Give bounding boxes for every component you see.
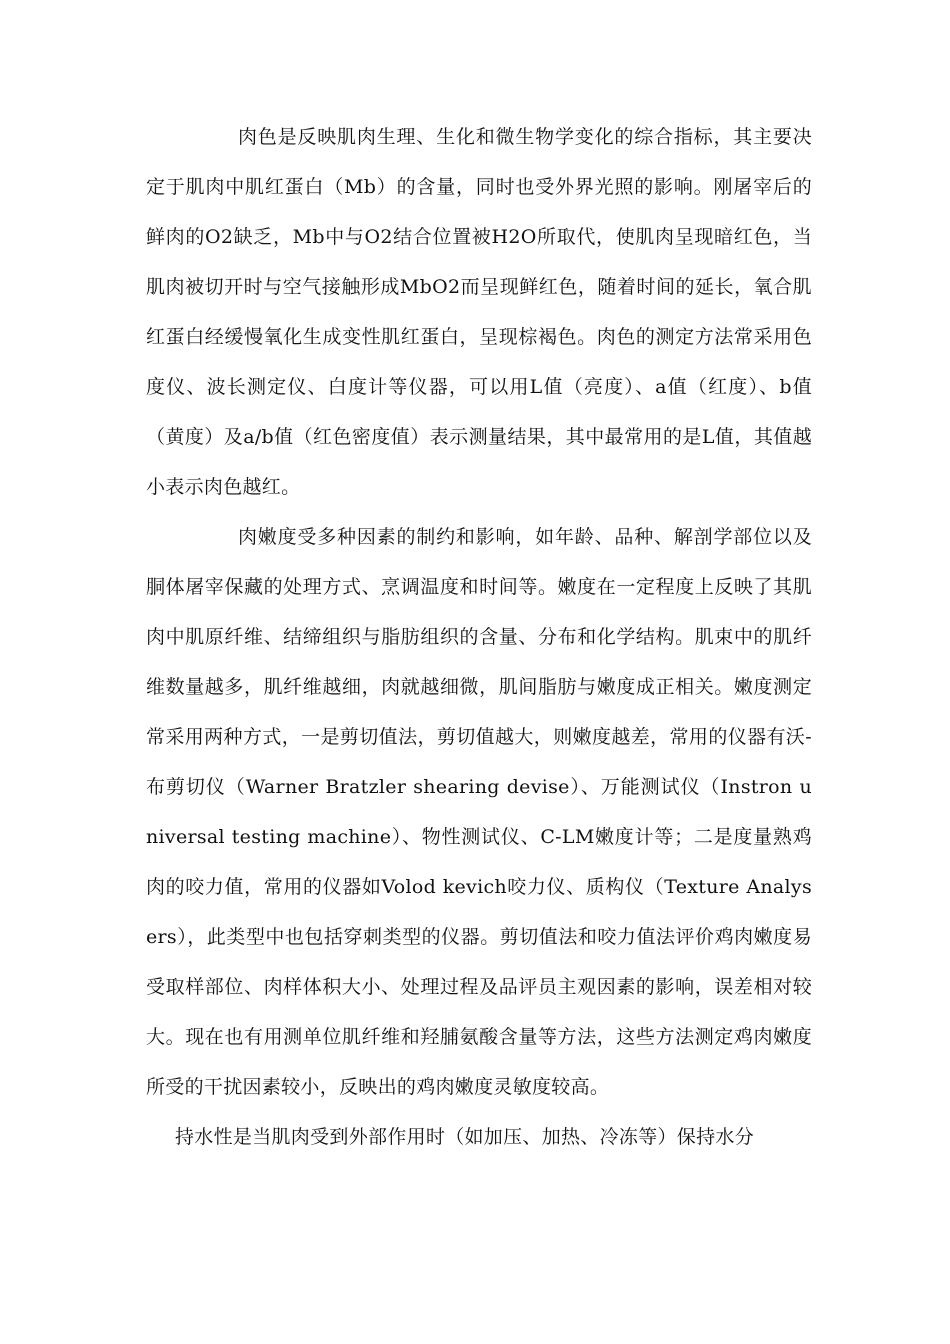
paragraph-water-holding: 持水性是当肌肉受到外部作用时（如加压、加热、冷冻等）保持水分 [175,1126,755,1148]
paragraph-meat-color: 肉色是反映肌肉生理、生化和微生物学变化的综合指标，其主要决定于肌肉中肌红蛋白（Mb）的含量，同时也受外界光照的影响。刚屠宰后的鲜肉的O2缺乏，Mb中与O2结合位置被H2O所取代，使肌肉呈现暗红色，当肌肉被切开时与空气接触形成MbO2而呈现鲜红色，随着时间的延长，氧合肌红蛋白经缓慢氧化生成变性肌红蛋白，呈现棕褐色。肉色的测定方法常采用色度仪、波长测定仪、白度计等仪器，可以用L值（亮度）、a值（红度）、b值（黄度）及a/b值（红色密度值）表示测量结果，其中最常用的是L值，其值越小表示肉色越红。 [146,126,812,498]
paragraph-tenderness: 肉嫩度受多种因素的制约和影响，如年龄、品种、解剖学部位以及胴体屠宰保藏的处理方式、烹调温度和时间等。嫩度在一定程度上反映了其肌肉中肌原纤维、结缔组织与脂肪组织的含量、分布和化学结构。肌束中的肌纤维数量越多，肌纤维越细，肉就越细微，肌间脂肪与嫩度成正相关。嫩度测定常采用两种方式，一是剪切值法，剪切值越大，则嫩度越差，常用的仪器有沃-布剪切仪（Warner Bratzler shearing devise）、万能测试仪（Instron universal testing machine）、物性测试仪、C-LM嫩度计等；二是度量熟鸡肉的咬力值，常用的仪器如Volod kevich咬力仪、质构仪（Texture Analysers），此类型中也包括穿刺类型的仪器。剪切值法和咬力值法评价鸡肉嫩度易受取样部位、肉样体积大小、处理过程及品评员主观因素的影响，误差相对较大。现在也有用测单位肌纤维和羟脯氨酸含量等方法，这些方法测定鸡肉嫩度所受的干扰因素较小，反映出的鸡肉嫩度灵敏度较高。 [146,526,812,1098]
body-text [146,112,812,1162]
